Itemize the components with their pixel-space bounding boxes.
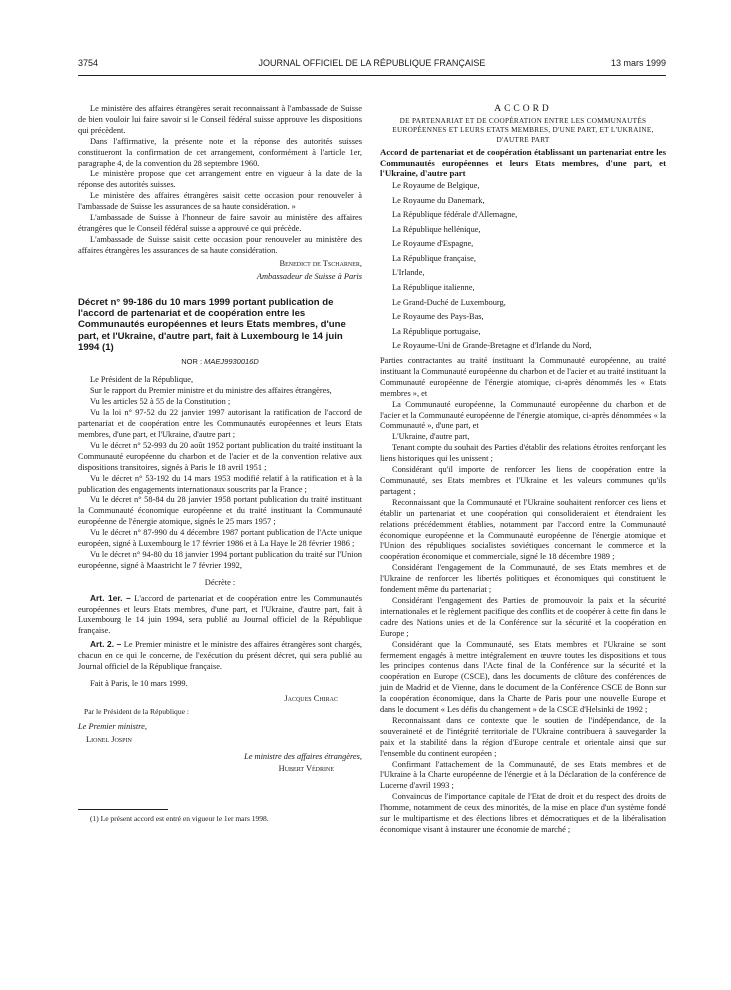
- visa: Vu le décret n° 53-192 du 14 mars 1953 modifié relatif à la ratification et à la publication des engagements internationaux souscrits par la France ;: [78, 473, 362, 494]
- swiss-signatory-role: Ambassadeur de Suisse à Paris: [256, 271, 362, 281]
- accord-paragraph: Parties contractantes au traité instituant la Communauté européenne, au traité instituant la Communauté européenne du charbon et de l'acier et au traité instituant la Communauté européenne de l'énergie atomique, ci-après dénommés les « Etats membres », et: [380, 356, 666, 398]
- visa: Vu la loi n° 97-52 du 22 janvier 1997 autorisant la ratification de l'accord de partenariat et de coopération entre les Communautés européennes et leurs Etats membres, d'une part, et l'Ukraine, d'autre part ;: [78, 408, 362, 439]
- member-state: Le Royaume du Danemark,: [392, 195, 485, 205]
- visa: Vu le décret n° 87-990 du 4 décembre 1987 portant publication de l'Acte unique européen, signé à Luxembourg le 17 février 1986 et à La Haye le 28 février 1986 ;: [78, 528, 362, 549]
- footnote: (1) Le présent accord est entré en vigueur le 1er mars 1998.: [90, 814, 269, 824]
- member-states-list: [380, 181, 666, 352]
- mae-role: Le ministre des affaires étrangères,: [244, 751, 362, 761]
- footnote-rule: [78, 809, 168, 810]
- member-state: Le Grand-Duché de Luxembourg,: [392, 297, 506, 307]
- accord-paragraph: Considérant que la Communauté, ses Etats membres et l'Ukraine se sont fermement engagés à mettre intégralement en œuvre toutes les dispositions et tous les principes contenus dans l'Acte final de la Conférence sur la sécurité et la coopération en Europe (CSCE), dans les documents de clôture des conférences de juin de Madrid et de Vienne, dans le document de la Conférence CSCE de Bonn sur la coopération économique, dans la Charte de Paris pour une nouvelle Europe et dans le document « Les défis du changement » de la CSCE d'Helsinki de 1992 ;: [380, 639, 666, 715]
- page-number: 3754: [78, 58, 99, 68]
- visa: Vu le décret n° 52-993 du 20 août 1952 portant publication du traité instituant la Communauté européenne du charbon et de l'acier et de la convention relative aux dispositions transitoires, signés à Paris le 18 avril 1951 ;: [78, 440, 362, 472]
- member-state: Le Royaume de Belgique,: [392, 180, 480, 190]
- issue-date: 13 mars 1999: [610, 58, 666, 68]
- intro-paragraph: Le ministère des affaires étrangères saisit cette occasion pour renouveler à l'ambassade de Suisse les assurances de sa haute considération. »: [78, 191, 362, 212]
- intro-paragraph: L'ambassade de Suisse saisit cette occasion pour renouveler au ministère des affaires étrangères les assurances de sa haute considération.: [78, 234, 362, 255]
- member-state: La République italienne,: [392, 283, 475, 293]
- accord-paragraph: Tenant compte du souhait des Parties d'établir des relations étroites renforçant les liens historiques qui les unissent ;: [380, 443, 666, 464]
- journal-title: JOURNAL OFFICIEL DE LA RÉPUBLIQUE FRANÇAISE: [258, 58, 486, 68]
- accord-paragraph: Considérant l'engagement de la Communauté, de ses Etats membres et de l'Ukraine de renforcer les libertés politiques et économiques qui constituent le fondement même du partenariat ;: [380, 563, 666, 595]
- right-column: [380, 104, 666, 836]
- accord-title: ACCORD: [494, 104, 552, 114]
- accord-paragraph: Reconnaissant que la Communauté et l'Ukraine souhaitent renforcer ces liens et établir un partenariat et une coopération qui consolideraient et étendraient les relations précédemment établies, notamment par l'accord entre la Communauté économique européenne et la Communauté européenne de l'énergie atomique et l'Union des républiques socialistes soviétiques concernant le commerce et la coopération économique et commerciale, signé le 18 décembre 1989 ;: [380, 497, 666, 562]
- member-state: La République fédérale d'Allemagne,: [392, 210, 518, 220]
- decrete-heading: Décrète :: [204, 577, 236, 587]
- page-header: [78, 58, 666, 72]
- nor-code: MAEJ9930016D: [204, 356, 259, 366]
- nor-reference: [78, 357, 362, 368]
- member-state: Le Royaume d'Espagne,: [392, 239, 474, 249]
- visa: Vu le décret n° 58-84 du 28 janvier 1958 portant publication du traité instituant la Communauté économique européenne et du traité instituant la Communauté européenne de l'énergie atomique, signés le 25 mars 1957 ;: [78, 495, 362, 527]
- intro-paragraph: Dans l'affirmative, la présente note et la réponse des autorités suisses constitueront la confirmation de cet arrangement, conformément à l'article 1er, paragraphe 4, de la convention du 28 septembre 1960.: [78, 136, 362, 168]
- visa: Vu les articles 52 à 55 de la Constitution ;: [90, 397, 231, 407]
- left-column: [78, 104, 362, 825]
- president-line: Le Président de la République,: [90, 375, 194, 385]
- accord-paragraph: L'Ukraine, d'autre part,: [392, 432, 470, 442]
- article-2-text: Le Premier ministre et le ministre des affaires étrangères sont chargés, chacun en ce qui le concerne, de l'exécution du présent décret, qui sera publié au Journal officiel de la République française.: [78, 640, 362, 672]
- place-date: Fait à Paris, le 10 mars 1999.: [90, 679, 188, 688]
- president-name: Jacques Chirac: [284, 693, 338, 703]
- article-1-text: L'accord de partenariat et de coopération entre les Communautés européennes et leurs Etats membres, d'une part, et l'Ukraine, d'autre part, fait à Luxembourg le 14 juin 1994, sera publié au Journal officiel de la République française.: [78, 593, 362, 636]
- intro-paragraph: Le ministère propose que cet arrangement entre en vigueur à la date de la réponse des autorités suisses.: [78, 169, 362, 190]
- accord-heading: Accord de partenariat et de coopération établissant un partenariat entre les Communautés européennes et leurs Etats membres, d'une part, et l'Ukraine, d'autre part: [380, 147, 666, 179]
- article-1-label: Art. 1er. –: [90, 592, 131, 603]
- member-state: La République portugaise,: [392, 326, 481, 336]
- accord-paragraph: Convaincus de l'importance capitale de l'Etat de droit et du respect des droits de l'homme, notamment de ceux des minorités, de la mise en place d'un système fondé sur le multipartisme et des élections libres et démocratiques et de la libéralisation économique visant à instaurer une économie de marché ;: [380, 792, 666, 834]
- member-state: Le Royaume-Uni de Grande-Bretagne et d'Irlande du Nord,: [392, 341, 592, 351]
- visa: Vu le décret n° 94-80 du 18 janvier 1994 portant publication du traité sur l'Union européenne, signé à Maastricht le 7 février 1992,: [78, 549, 362, 570]
- accord-paragraph: Considérant qu'il importe de renforcer les liens de coopération entre la Communauté, ses Etats membres et l'Ukraine et les valeurs communes qu'ils partagent ;: [380, 465, 666, 496]
- member-state: La République hellénique,: [392, 224, 481, 234]
- article-2: [78, 639, 362, 673]
- by-president: Par le Président de la République :: [84, 706, 190, 716]
- pm-name: Lionel Jospin: [86, 734, 132, 744]
- visa: Sur le rapport du Premier ministre et du ministre des affaires étrangères,: [90, 386, 332, 396]
- swiss-signatory-name: Benedict de Tscharner,: [279, 258, 362, 268]
- mae-name: Hubert Védrine: [278, 764, 334, 774]
- member-state: L'Irlande,: [392, 268, 425, 278]
- nor-label: NOR :: [181, 356, 203, 366]
- accord-paragraph: La Communauté européenne, la Communauté européenne du charbon et de l'acier et la Communauté européenne de l'énergie atomique, ci-après dénommées « la Communauté », d'une part, et: [380, 399, 666, 431]
- accord-paragraph: Reconnaissant dans ce contexte que le soutien de l'indépendance, de la souveraineté et de l'intégrité territoriale de l'Ukraine contribuera à sauvegarder la paix et la stabilité dans la région d'Europe centrale et orientale ainsi que sur l'ensemble du continent européen ;: [380, 715, 666, 758]
- intro-paragraph: L'ambassade de Suisse à l'honneur de faire savoir au ministère des affaires étrangères que le Conseil fédéral suisse a approuvé ce qui précède.: [78, 213, 362, 233]
- pm-role: Le Premier ministre,: [78, 721, 147, 731]
- intro-paragraph: Le ministère des affaires étrangères serait reconnaissant à l'ambassade de Suisse de bien vouloir lui faire savoir si le Conseil fédéral suisse approuve les dispositions qui précèdent.: [78, 104, 362, 135]
- accord-subtitle: DE PARTENARIAT ET DE COOPÉRATION ENTRE LES COMMUNAUTÉS EUROPÉENNES ET LEURS ETATS MEMBRES, D'UNE PART, ET L'UKRAINE, D'AUTRE PART: [392, 116, 654, 144]
- accord-paragraph: Considérant l'engagement des Parties de promouvoir la paix et la sécurité internationales et le règlement pacifique des conflits et de coopérer à cette fin dans le cadre des Nations unies et de la Conférence sur la sécurité et la coopération en Europe ;: [380, 595, 666, 638]
- decree-title: Décret n° 99-186 du 10 mars 1999 portant publication de l'accord de partenariat et de coopération entre les Communautés européennes et leurs Etats membres, d'une part, et l'Ukraine, d'autre part, fait à Luxembourg le 14 juin 1994 (1): [78, 296, 346, 354]
- article-2-label: Art. 2. –: [90, 639, 122, 650]
- accord-paragraph: Confirmant l'attachement de la Communauté, de ses Etats membres et de l'Ukraine à la Charte européenne de l'énergie et à la Déclaration de la conférence de Lucerne d'avril 1993 ;: [380, 759, 666, 791]
- member-state: Le Royaume des Pays-Bas,: [392, 312, 484, 322]
- member-state: La République française,: [392, 253, 476, 263]
- article-1: [78, 593, 362, 638]
- header-rule: [78, 75, 666, 76]
